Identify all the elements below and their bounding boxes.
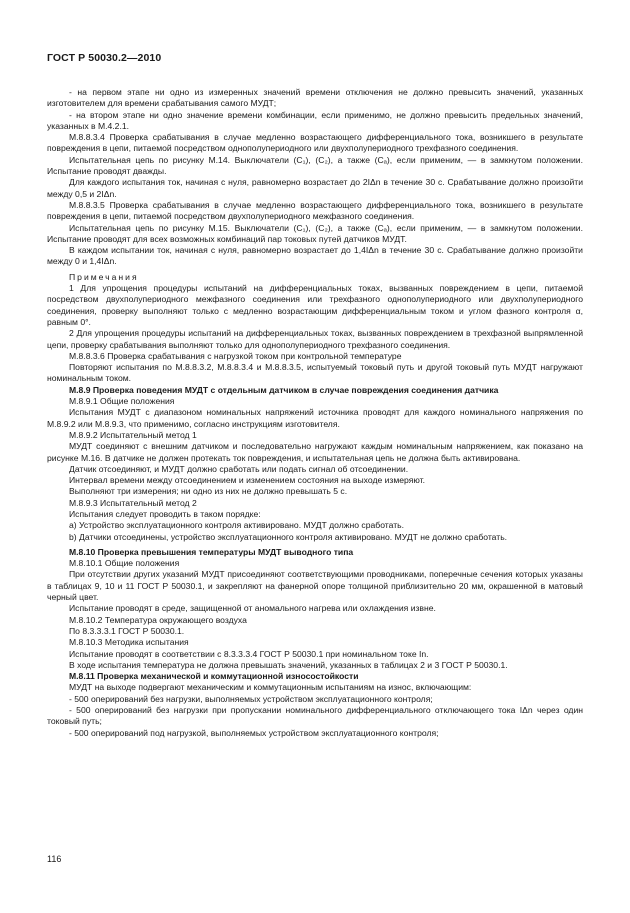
paragraph: Интервал времени между отсоединением и изменением состояния на выходе измеряют. [69, 475, 426, 486]
document-header: ГОСТ Р 50030.2—2010 [47, 52, 162, 64]
paragraph: - на первом этапе ни одно из измеренных значений времени отключения не должно превысить значений, указанных изготовителем для времени срабатывания самого МУДТ; [47, 87, 583, 109]
list-item: a) Устройство эксплуатационного контроля активировано. МУДТ должно сработать. [69, 520, 405, 531]
paragraph: МУДТ соединяют с внешним датчиком и последовательно нагружают каждым номинальным напряжением, как показано на рисунке М.16. В датчике не должен протекать ток повреждения, и испытательная цепь не должна быть активирована. [47, 441, 583, 463]
paragraph: Повторяют испытания по М.8.8.3.2, М.8.8.3.4 и М.8.8.3.5, испытуемый токовый путь и другой токовый путь МУДТ нагружают номинальным током. [47, 362, 583, 384]
paragraph: В каждом испытании ток, начиная с нуля, равномерно возрастает до 1,4IΔn в течение 30 с. Срабатывание должно произойти между 0 и 1,4IΔn. [47, 245, 583, 267]
section-heading-bold: М.8.11 Проверка механической и коммутационной износостойкости [69, 671, 359, 682]
subsection-heading: М.8.9.3 Испытательный метод 2 [69, 497, 197, 508]
paragraph: Испытательная цепь по рисунку М.14. Выключатели (C₁), (C₂), а также (Cₐ), если применим, — в замкнутом положении. Испытание проводят дважды. [47, 154, 583, 177]
subsection-heading: М.8.10.3 Методика испытания [69, 637, 189, 648]
page-body [47, 87, 583, 739]
section-heading-bold: М.8.10 Проверка превышения температуры МУДТ выводного типа [69, 546, 354, 557]
paragraph: МУДТ на выходе подвергают механическим и коммутационным испытаниям на износ, включающим: [69, 682, 472, 693]
subsection-heading: М.8.10.2 Температура окружающего воздуха [69, 614, 247, 625]
paragraph: Испытания следует проводить в таком порядке: [69, 508, 261, 519]
paragraph: Испытательная цепь по рисунку М.15. Выключатели (C₁), (C₂), а также (Cₐ), если применим, — в замкнутом положении. Испытание проводят для всех возможных комбинаций пар токовых путей датчиков МУДТ. [47, 222, 583, 244]
paragraph: Испытания МУДТ с диапазоном номинальных напряжений источника проводят для каждого номинального напряжения по М.8.9.2 или М.8.9.3, что применимо, согласно инструкциям изготовителя. [47, 407, 583, 429]
section-heading: М.8.8.3.5 Проверка срабатывания в случае медленно возрастающего дифференциального тока, возникшего в результате повреждения в цепи, питаемой посредством двухполупериодного межфазного соединения. [47, 199, 583, 222]
section-heading: М.8.8.3.4 Проверка срабатывания в случае медленно возрастающего дифференциального тока, возникшего в результате повреждения в цепи, питаемой посредством однополупериодного или двухполупериодного трехфазного соединения. [47, 132, 583, 154]
paragraph: Испытание проводят в соответствии с 8.3.3.3.4 ГОСТ Р 50030.1 при номинальном токе In. [69, 648, 429, 659]
paragraph: Датчик отсоединяют, и МУДТ должно сработать или подать сигнал об отсоединении. [69, 463, 409, 474]
paragraph: В ходе испытания температура не должна превышать значений, указанных в таблицах 2 и 3 ГОСТ Р 50030.1. [69, 659, 508, 670]
paragraph: - на втором этапе ни одно значение времени комбинации, если применимо, не должно превысить предельных значений, указанных в М.4.2.1. [47, 109, 583, 131]
section-heading: М.8.8.3.6 Проверка срабатывания с нагрузкой током при контрольной температуре [69, 350, 402, 361]
paragraph: При отсутствии других указаний МУДТ присоединяют соответствующими проводниками, поперечные сечения которых указаны в таблицах 9, 10 и 11 ГОСТ Р 50030.1, и закрепляют на фанерной опоре толщиной приблизительно 20 мм, окрашенной в матовый черный цвет. [47, 569, 583, 603]
section-heading-bold: М.8.9 Проверка поведения МУДТ с отдельным датчиком в случае повреждения соединения датчика [69, 384, 499, 395]
note-item: 1 Для упрощения процедуры испытаний на дифференциальных токах, вызванных повреждением в цепи, питаемой посредством двухполупериодного межфазного соединения или трехфазного однополупериодного или двухполупериодного соединения, проверку выполняют только с медленно возрастающим дифференциальным током и углом фазного контроля α, равным 0°. [47, 283, 583, 327]
subsection-heading: М.8.9.2 Испытательный метод 1 [69, 429, 197, 440]
paragraph: Испытание проводят в среде, защищенной от аномального нагрева или охлаждения извне. [69, 603, 436, 614]
paragraph: Выполняют три измерения; ни одно из них не должно превышать 5 с. [69, 486, 348, 497]
notes-title: Примечания [69, 271, 139, 282]
list-item: - 500 оперирований без нагрузки, выполняемых устройством эксплуатационного контроля; [69, 693, 433, 704]
paragraph: Для каждого испытания ток, начиная с нуля, равномерно возрастает до 2IΔn в течение 30 с. Срабатывание должно произойти между 0,5 и 2IΔn. [47, 177, 583, 199]
subsection-heading: М.8.10.1 Общие положения [69, 558, 180, 569]
page-number: 116 [47, 854, 62, 864]
note-item: 2 Для упрощения процедуры испытаний на дифференциальных токах, вызванных повреждением в трехфазной выпрямленной цепи, проверку срабатывания выполняют только для однополупериодного трехфазного соединения. [47, 328, 583, 350]
list-item: - 500 оперирований без нагрузки при пропускании номинального дифференциального отключающего тока IΔn через один токовый путь; [47, 705, 583, 727]
list-item: - 500 оперирований под нагрузкой, выполняемых устройством эксплуатационного контроля; [69, 727, 439, 738]
list-item: b) Датчики отсоединены, устройство эксплуатационного контроля активировано. МУДТ не должно сработать. [69, 531, 508, 542]
subsection-heading: М.8.9.1 Общие положения [69, 396, 175, 407]
paragraph: По 8.3.3.3.1 ГОСТ Р 50030.1. [69, 625, 185, 636]
